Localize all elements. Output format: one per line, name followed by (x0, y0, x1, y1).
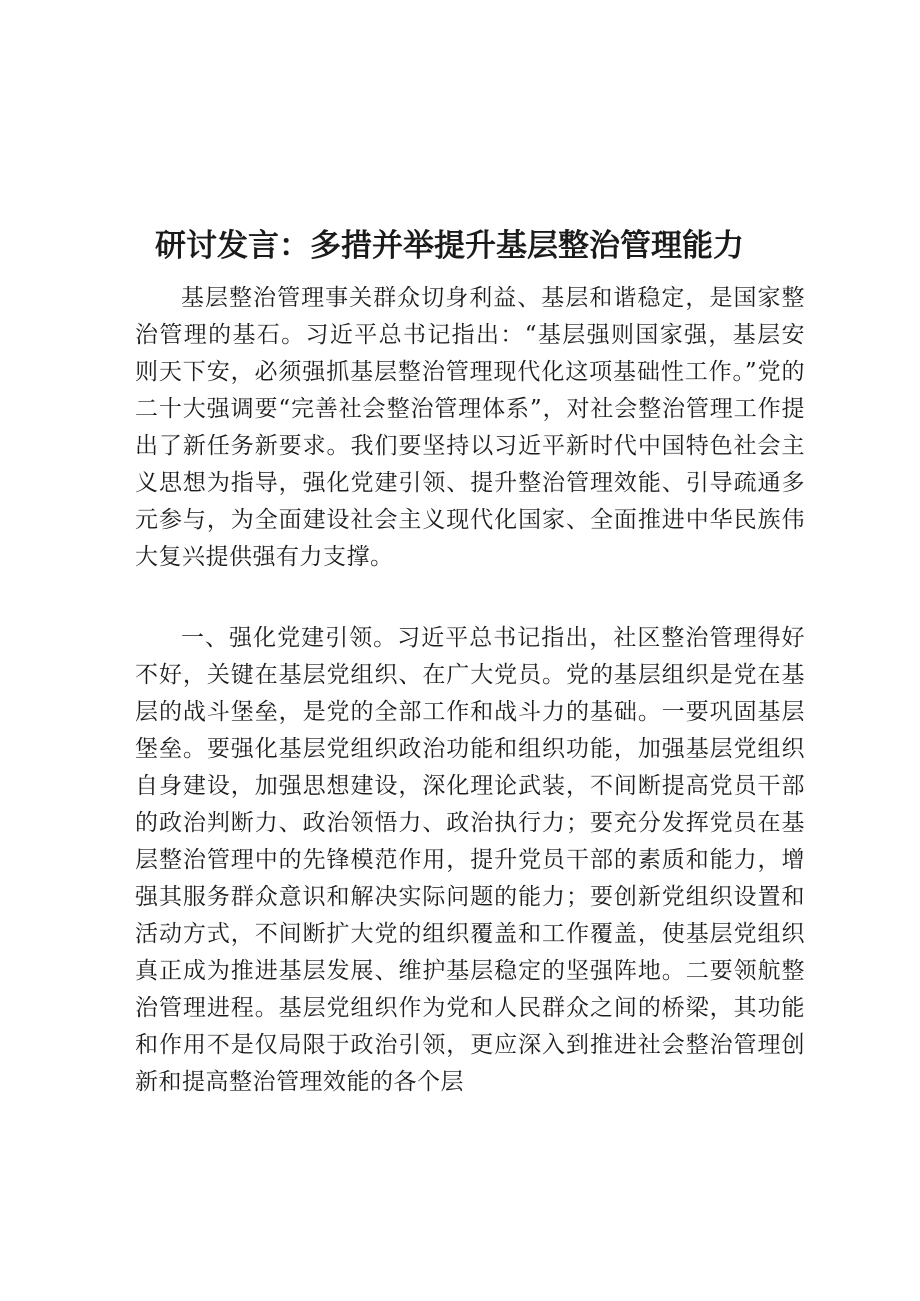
paragraph-party-building: 一、强化党建引领。习近平总书记指出，社区整治管理得好不好，关键在基层党组织、在广大党员。党的基层组织是党在基层的战斗堡垒，是党的全部工作和战斗力的基础。一要巩固基层堡垒。要强化基层党组织政治功能和组织功能，加强基层党组织自身建设，加强思想建设，深化理论武装，不间断提高党员干部的政治判断力、政治领悟力、政治执行力；要充分发挥党员在基层整治管理中的先锋模范作用，提升党员干部的素质和能力，增强其服务群众意识和解决实际问题的能力；要创新党组织设置和活动方式，不间断扩大党的组织覆盖和工作覆盖，使基层党组织真正成为推进基层发展、维护基层稳定的坚强阵地。二要领航整治管理进程。基层党组织作为党和人民群众之间的桥梁，其功能和作用不是仅局限于政治引领，更应深入到推进社会整治管理创新和提高整治管理效能的各个层 (135, 625, 805, 1095)
paragraph-intro: 基层整治管理事关群众切身利益、基层和谐稳定，是国家整治管理的基石。习近平总书记指出：“基层强则国家强，基层安则天下安，必须强抓基层整治管理现代化这项基础性工作。”党的二十大强调要“完善社会整治管理体系”，对社会整治管理工作提出了新任务新要求。我们要坚持以习近平新时代中国特色社会主义思想为指导，强化党建引领、提升整治管理效能、引导疏通多元参与，为全面建设社会主义现代化国家、全面推进中华民族伟大复兴提供强有力支撑。 (135, 285, 805, 570)
document-title: 研讨发言：多措并举提升基层整治管理能力 (155, 228, 744, 264)
